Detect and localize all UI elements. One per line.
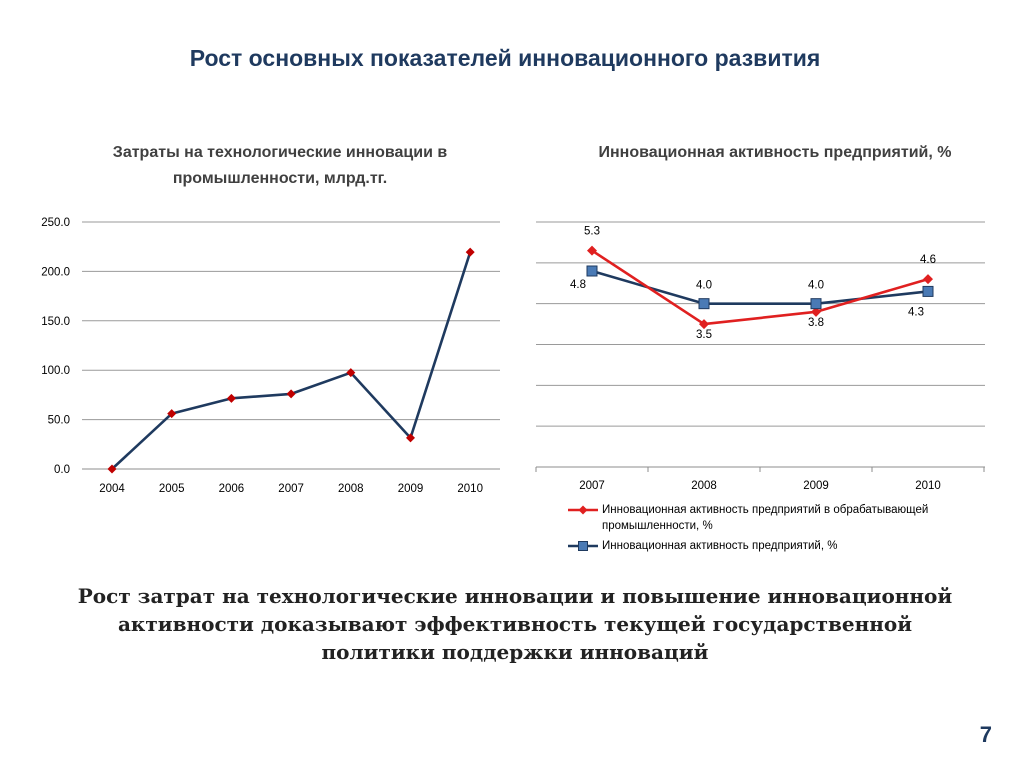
data-point-enterprises	[699, 299, 709, 309]
data-point-enterprises	[923, 286, 933, 296]
y-tick-label: 100.0	[41, 365, 70, 378]
chart-title-innovation-activity: Инновационная активность предприятий, %	[598, 144, 952, 161]
data-label-manufacturing: 3.5	[696, 329, 712, 342]
y-tick-label: 0.0	[54, 464, 70, 476]
x-tick-label: 2010	[915, 480, 941, 492]
data-label-manufacturing: 4.6	[920, 254, 936, 267]
legend-label-enterprises: Инновационная активность предприятий, %	[602, 540, 838, 552]
data-label-manufacturing: 5.3	[584, 225, 600, 238]
y-tick-label: 250.0	[41, 217, 70, 229]
x-tick-label: 2005	[158, 483, 185, 495]
x-tick-label: 2008	[338, 483, 364, 495]
data-point-manufacturing	[923, 274, 933, 284]
x-tick-label: 2009	[397, 483, 424, 495]
x-tick-label: 2007	[278, 483, 304, 495]
chart-legend	[568, 502, 988, 558]
data-point-enterprises	[811, 299, 821, 309]
x-tick-label: 2004	[99, 483, 125, 495]
data-label-manufacturing: 3.8	[808, 316, 824, 329]
data-point-enterprises	[587, 266, 597, 276]
y-tick-label: 200.0	[41, 266, 70, 279]
data-label-enterprises: 4.0	[808, 279, 824, 292]
legend-red-diamond-icon	[568, 504, 598, 516]
data-label-enterprises: 4.0	[696, 279, 712, 292]
legend-label-manufacturing: Инновационная активность предприятий в обрабатывающей промышленности, %	[602, 504, 929, 532]
page-number: 7	[979, 722, 992, 747]
series-line-manufacturing	[592, 251, 928, 325]
x-tick-label: 2009	[803, 480, 829, 492]
legend-item-manufacturing	[568, 502, 988, 534]
x-tick-label: 2007	[579, 480, 605, 492]
series-line-enterprises	[592, 271, 928, 304]
x-tick-label: 2006	[218, 483, 245, 495]
x-tick-label: 2008	[691, 480, 717, 492]
data-label-enterprises: 4.3	[908, 306, 924, 319]
legend-blue-square-icon	[568, 540, 598, 552]
data-label-enterprises: 4.8	[570, 279, 586, 291]
slide-title: Рост основных показателей инновационного развития	[189, 45, 821, 71]
conclusion-text: Рост затрат на технологические инновации и повышение инновационной активности доказывают эффективность текущей государственной политики поддержки инноваций	[77, 584, 953, 664]
legend-item-enterprises	[568, 538, 988, 554]
chart-title-innovation-costs: Затраты на технологические инновации в промышленности, млрд.тг.	[112, 144, 448, 187]
y-tick-label: 150.0	[41, 315, 70, 328]
y-tick-label: 50.0	[47, 414, 70, 427]
x-tick-label: 2010	[457, 483, 483, 495]
